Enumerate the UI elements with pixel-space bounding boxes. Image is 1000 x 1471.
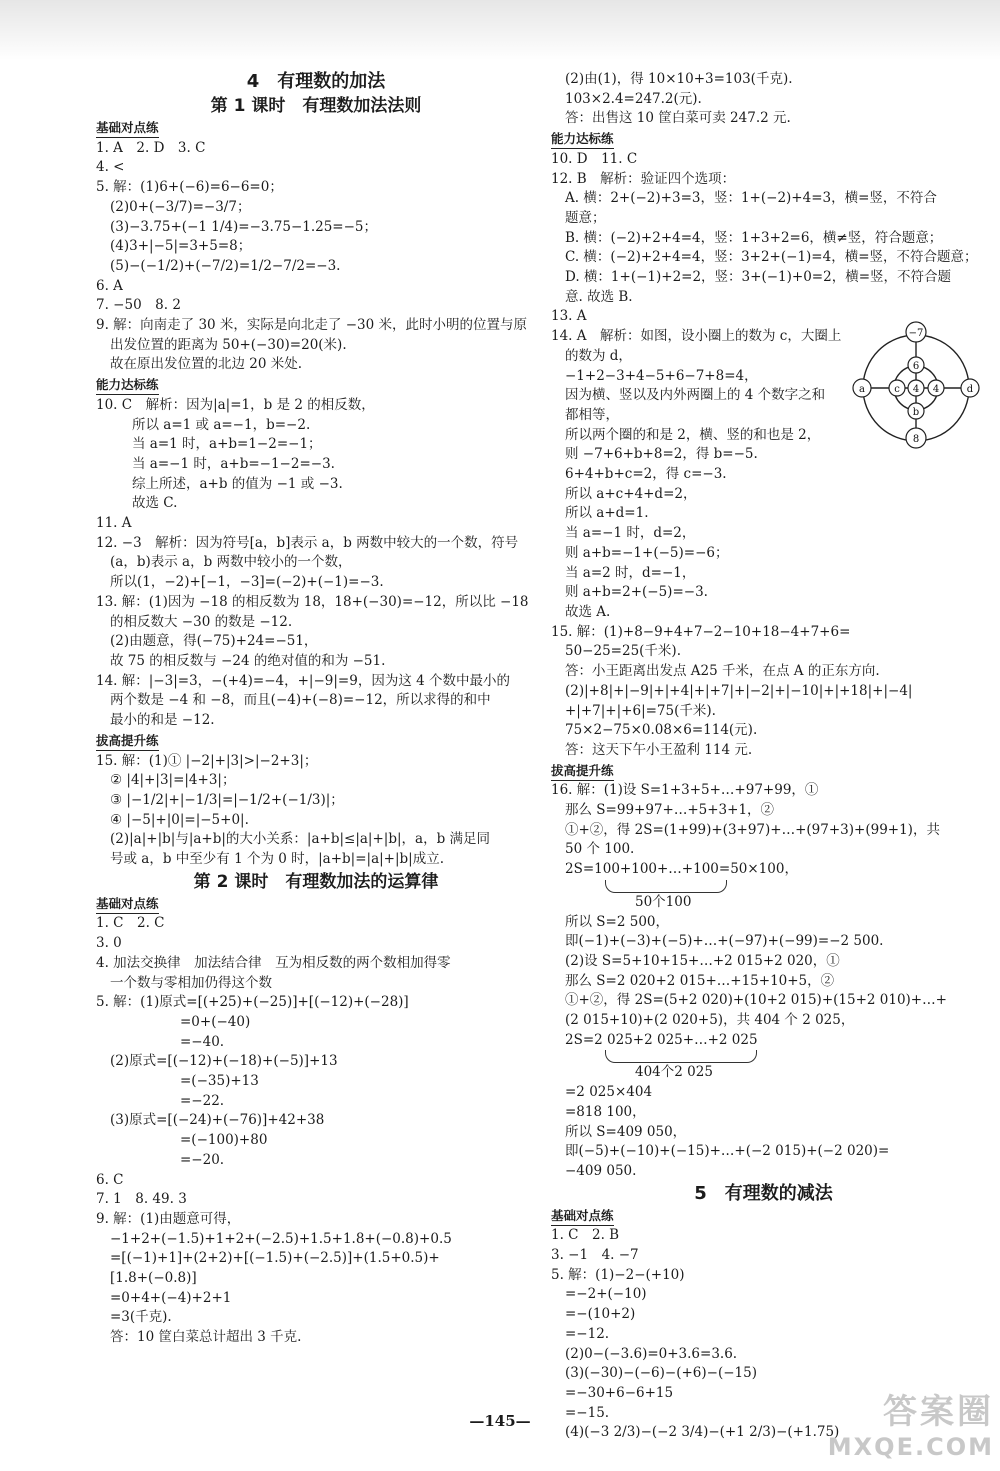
answer-line: 题意； <box>565 209 606 226</box>
answer-line: (2)由题意，得(−75)+24=−51， <box>110 633 318 650</box>
circle-a: a <box>859 384 865 395</box>
answer-line: (2)0+(−3/7)=−3/7； <box>110 198 251 215</box>
answer-line: B. 横：(−2)+2+4=4，竖：1+3+2=6，横≠竖，符合题意； <box>565 229 943 246</box>
answer-line: 答：这天下午小王盈利 114 元. <box>565 741 753 758</box>
answer-line: 11. A <box>96 515 132 532</box>
answer-line: 故 75 的相反数与 −24 的绝对值的和为 −51. <box>110 652 386 669</box>
subsection-label-row <box>551 761 976 782</box>
answer-line: 所以 a+d=1. <box>565 505 649 522</box>
answer-line: 那么 S=2 020+2 015+…+15+10+5，② <box>565 972 835 989</box>
section-heading: 第 1 课时 有理数加法法则 <box>210 96 422 116</box>
answer-line: D. 横：1+(−1)+2=2，竖：3+(−1)+0=2，横=竖，不符合题 <box>565 269 952 286</box>
answer-line: (2 015+10)+(2 020+5)，共 404 个 2 025， <box>565 1012 855 1029</box>
answer-line: 7. −50 8. 2 <box>96 297 181 314</box>
answer-line: 一个数与零相加仍得这个数 <box>110 974 272 991</box>
circle-n4: 8 <box>912 434 920 445</box>
answer-line: 故选 C. <box>132 495 178 512</box>
circle-n2: 4 <box>912 384 920 395</box>
answer-line: =3(千克). <box>110 1309 172 1326</box>
answer-line: (a，b)表示 a，b 两数中较小的一个数， <box>110 554 352 571</box>
answer-line: 1. C 2. C <box>96 915 165 932</box>
answer-line: ①+②，得 2S=(1+99)+(3+97)+…+(97+3)+(99+1)，共 <box>565 821 940 838</box>
answer-line: 50−25=25(千米). <box>565 643 681 660</box>
answer-line: (2)由(1)，得 10×10+3=103(千克). <box>565 71 793 87</box>
answer-line: =[(−1)+1]+(2+2)+[(−1.5)+(−2.5)]+(1.5+0.5)+ <box>110 1250 440 1267</box>
answer-line: 9. 解：向南走了 30 米，实际是向北走了 −30 米，此时小明的位置与原 <box>96 317 528 334</box>
answer-line: 当 a=−1 时，a+b=−1−2=−3. <box>132 455 335 472</box>
circle-d: d <box>966 384 974 395</box>
answer-line: =−20. <box>180 1151 225 1168</box>
circle-center-4: 4 <box>932 384 940 395</box>
answer-line: 的相反数大 −30 的数是 −12. <box>110 613 293 630</box>
subsection-label-row <box>96 375 536 396</box>
answer-line: ④ |−5|+|0|=|−5+0|. <box>110 811 249 828</box>
underbrace <box>605 1050 757 1063</box>
answer-line: 则 a+b=2+(−5)=−3. <box>565 584 708 601</box>
answer-line: 9. 解：(1)由题意可得， <box>96 1210 241 1227</box>
answer-line: 答：出售这 10 筐白菜可卖 247.2 元. <box>565 110 791 127</box>
watermark-logo <box>828 1384 994 1461</box>
answer-line: 6. A <box>96 277 123 294</box>
answer-line: 6+4+b+c=2，得 c=−3. <box>565 466 727 483</box>
answer-line: =−(10+2) <box>565 1306 636 1323</box>
answer-line: 两个数是 −4 和 −8，而且(−4)+(−8)=−12，所以求得的和中 <box>110 692 491 709</box>
answer-line: =818 100， <box>565 1103 646 1120</box>
subsection-label: 基础对点练 <box>96 895 159 914</box>
answer-line: 404个2 025 <box>635 1064 713 1081</box>
answer-line: (3)−3.75+(−1 1/4)=−3.75−1.25=−5； <box>110 218 378 235</box>
answer-line: 10. C 解析：因为|a|=1，b 是 2 的相反数， <box>96 396 375 413</box>
answer-line: =−15. <box>565 1404 610 1421</box>
section-heading: 5 有理数的减法 <box>694 1182 833 1204</box>
left-column <box>96 70 536 1348</box>
answer-line: (5)−(−1/2)+(−7/2)=1/2−7/2=−3. <box>110 257 341 274</box>
subsection-label-row <box>96 894 536 915</box>
answer-line: 14. 解：|−3|=3，−(+4)=−4，+|−9|=9，因为这 4 个数中最小的 <box>96 672 510 689</box>
answer-line: 50个100 <box>635 893 692 910</box>
circle-n1: 6 <box>912 361 920 372</box>
answer-line: =−30+6−6+15 <box>565 1385 674 1401</box>
circle-n3: b <box>912 407 920 418</box>
answer-line: 75×2−75×0.08×6=114(元). <box>565 722 758 739</box>
right-column <box>551 70 976 1443</box>
answer-line: 都相等， <box>565 406 619 423</box>
answer-line: (2)0−(−3.6)=0+3.6=3.6. <box>565 1345 738 1362</box>
answer-line: ①+②，得 2S=(5+2 020)+(10+2 015)+(15+2 010)+…+ <box>565 992 947 1009</box>
answer-line: 因为横、竖以及内外两圈上的 4 个数字之和 <box>565 387 826 404</box>
subsection-label: 基础对点练 <box>96 119 159 138</box>
answer-line: ③ |−1/2|+|−1/3|=|−1/2+(−1/3)|； <box>110 791 344 808</box>
subsection-label-row <box>96 118 536 139</box>
answer-line: 所以 a=1 或 a=−1，b=−2. <box>132 416 311 433</box>
answer-line: 13. A <box>551 308 587 325</box>
answer-line: 6. C <box>96 1171 124 1188</box>
answer-line: ② |4|+|3|=|4+3|； <box>110 772 236 789</box>
answer-line: 1. C 2. B <box>551 1227 620 1244</box>
answer-line: 即(−5)+(−10)+(−15)+…+(−2 015)+(−2 020)= <box>565 1143 890 1160</box>
answer-line: =(−35)+13 <box>180 1073 259 1090</box>
answer-line: A. 横：2+(−2)+3=3，竖：1+(−2)+4=3，横=竖，不符合 <box>565 190 937 207</box>
subsection-label: 基础对点练 <box>551 1207 614 1226</box>
answer-line: 103×2.4=247.2(元). <box>565 90 702 107</box>
answer-line: −409 050. <box>565 1162 637 1179</box>
answer-line: 出发位置的距离为 50+(−30)=20(米). <box>110 336 347 353</box>
answer-line: =0+(−40) <box>180 1013 251 1030</box>
section-heading: 4 有理数的加法 <box>246 71 386 92</box>
answer-line: 2S=2 025+2 025+…+2 025 <box>565 1031 758 1048</box>
answer-line: 2S=100+100+…+100=50×100， <box>565 861 798 878</box>
answer-line: 所以 S=409 050， <box>565 1123 687 1140</box>
answer-line: 5. 解：(1)6+(−6)=6−6=0； <box>96 179 283 196</box>
answer-line: =−2+(−10) <box>565 1286 647 1303</box>
answer-line: (4)(−3 2/3)−(−2 3/4)−(+1 2/3)−(+1.75) <box>565 1424 840 1441</box>
answer-line: 4. < <box>96 159 125 176</box>
subsection-label: 拔高提升练 <box>96 732 159 751</box>
circle-c: c <box>894 384 900 395</box>
answer-line: 3. −1 4. −7 <box>551 1247 639 1264</box>
answer-line: (2)设 S=5+10+15+…+2 015+2 020，① <box>565 952 840 969</box>
answer-line: 则 a+b=−1+(−5)=−6； <box>565 544 729 561</box>
answer-line: 最小的和是 −12. <box>110 712 215 729</box>
answer-line: 即(−1)+(−3)+(−5)+…+(−97)+(−99)=−2 500. <box>565 933 884 950</box>
answer-line: 5. 解：(1)原式=[(+25)+(−25)]+[(−12)+(−28)] <box>96 994 409 1011</box>
answer-line: 3. 0 <box>96 935 122 952</box>
answer-line: 故在原出发位置的北边 20 米处. <box>110 356 303 373</box>
answer-line: 4. 加法交换律 加法结合律 互为相反数的两个数相加得零 <box>96 954 451 971</box>
answer-line: (2)原式=[(−12)+(−18)+(−5)]+13 <box>110 1053 338 1070</box>
answer-line: (3)(−30)−(−6)−(+6)−(−15) <box>565 1365 757 1382</box>
answer-line: 意. 故选 B. <box>565 288 633 305</box>
answer-line: =−22. <box>180 1092 225 1109</box>
answer-line: 16. 解：(1)设 S=1+3+5+…+97+99，① <box>551 782 819 799</box>
answer-line: =−40. <box>180 1033 225 1050</box>
answer-line: 那么 S=99+97+…+5+3+1，② <box>565 802 775 819</box>
answer-line: 15. 解：(1)+8−9+4+7−2−10+18−4+7+6= <box>551 623 851 640</box>
answer-line: +|+7|+|+6|=75(千米). <box>565 702 716 719</box>
answer-line: (4)3+|−5|=3+5=8； <box>110 238 252 255</box>
section-heading: 第 2 课时 有理数加法的运算律 <box>193 871 439 892</box>
subsection-label: 能力达标练 <box>96 376 159 395</box>
answer-line: 综上所述，a+b 的值为 −1 或 −3. <box>132 475 343 492</box>
answer-line: 则 −7+6+b+8=2，得 b=−5. <box>565 446 758 463</box>
underbrace <box>605 880 727 893</box>
answer-line: (2)|+8|+|−9|+|+4|+|+7|+|−2|+|−10|+|+18|+|−4| <box>565 682 913 699</box>
answer-line: 15. 解：(1)① |−2|+|3|>|−2+3|； <box>96 752 318 769</box>
answer-line: 当 a=1 时，a+b=1−2=−1； <box>132 436 322 453</box>
answer-line: =−12. <box>565 1325 610 1342</box>
answer-line: 12. B 解析：验证四个选项： <box>551 170 736 187</box>
answer-line: 答：10 筐白菜总计超出 3 千克. <box>110 1329 302 1346</box>
answer-line: 5. 解：(1)−2−(+10) <box>551 1266 685 1283</box>
answer-line: =(−100)+80 <box>180 1132 268 1149</box>
watermark-line2: MXQE.COM <box>827 1433 994 1461</box>
answer-line: (2)|a|+|b|与|a+b|的大小关系：|a+b|≤|a|+|b|，a，b 满足同 <box>110 831 491 848</box>
answer-line: 所以 a+c+4+d=2， <box>565 485 697 502</box>
answer-line: 答：小王距离出发点 A25 千米，在点 A 的正东方向. <box>565 663 880 680</box>
answer-line: 所以 S=2 500， <box>565 913 669 930</box>
answer-line: 当 a=2 时，d=−1， <box>565 564 696 581</box>
answer-line: 50 个 100. <box>565 841 635 858</box>
answer-line: (3)原式=[(−24)+(−76)]+42+38 <box>110 1112 325 1129</box>
answer-line: =2 025×404 <box>565 1084 653 1101</box>
answer-line: 7. 1 8. 49. 3 <box>96 1191 187 1208</box>
circle-number-diagram <box>848 320 984 456</box>
answer-line: −1+2+(−1.5)+1+2+(−2.5)+1.5+1.8+(−0.8)+0.5 <box>110 1230 452 1247</box>
answer-line: =0+4+(−4)+2+1 <box>110 1289 232 1306</box>
answer-line: 所以(1，−2)+[−1，−3]=(−2)+(−1)=−3. <box>110 574 384 591</box>
answer-line: 号或 a，b 中至少有 1 个为 0 时，|a+b|=|a|+|b|成立. <box>110 851 445 868</box>
answer-line: 10. D 11. C <box>551 150 638 167</box>
subsection-label-row <box>551 1206 976 1227</box>
answer-line: C. 横：(−2)+2+4=4，竖：3+2+(−1)=4，横=竖，不符合题意； <box>565 249 978 266</box>
subsection-label: 能力达标练 <box>551 130 614 149</box>
subsection-label-row <box>551 129 976 150</box>
watermark-line1: 答案圈 <box>883 1392 994 1432</box>
answer-line: 12. −3 解析：因为符号[a，b]表示 a，b 两数中较大的一个数，符号 <box>96 534 519 551</box>
answer-line: 的数为 d， <box>565 347 632 364</box>
answer-line: [1.8+(−0.8)] <box>110 1270 197 1287</box>
subsection-label-row <box>96 731 536 752</box>
scan-top-shadow <box>0 0 1000 60</box>
answer-line: −1+2−3+4−5+6−7+8=4， <box>565 367 758 384</box>
subsection-label: 拔高提升练 <box>551 762 614 781</box>
answer-line: 故选 A. <box>565 603 611 620</box>
answer-line: 当 a=−1 时，d=2， <box>565 525 696 542</box>
answer-line: 1. A 2. D 3. C <box>96 139 206 156</box>
answer-line: 13. 解：(1)因为 −18 的相反数为 18，18+(−30)=−12，所以比 −18 <box>96 593 529 610</box>
answer-line: 所以两个圈的和是 2，横、竖的和也是 2， <box>565 426 821 443</box>
circle-top: −7 <box>908 328 924 339</box>
page-number: —145— <box>469 1412 531 1430</box>
answer-line: 14. A 解析：如图，设小圈上的数为 c，大圈上 <box>551 328 842 345</box>
